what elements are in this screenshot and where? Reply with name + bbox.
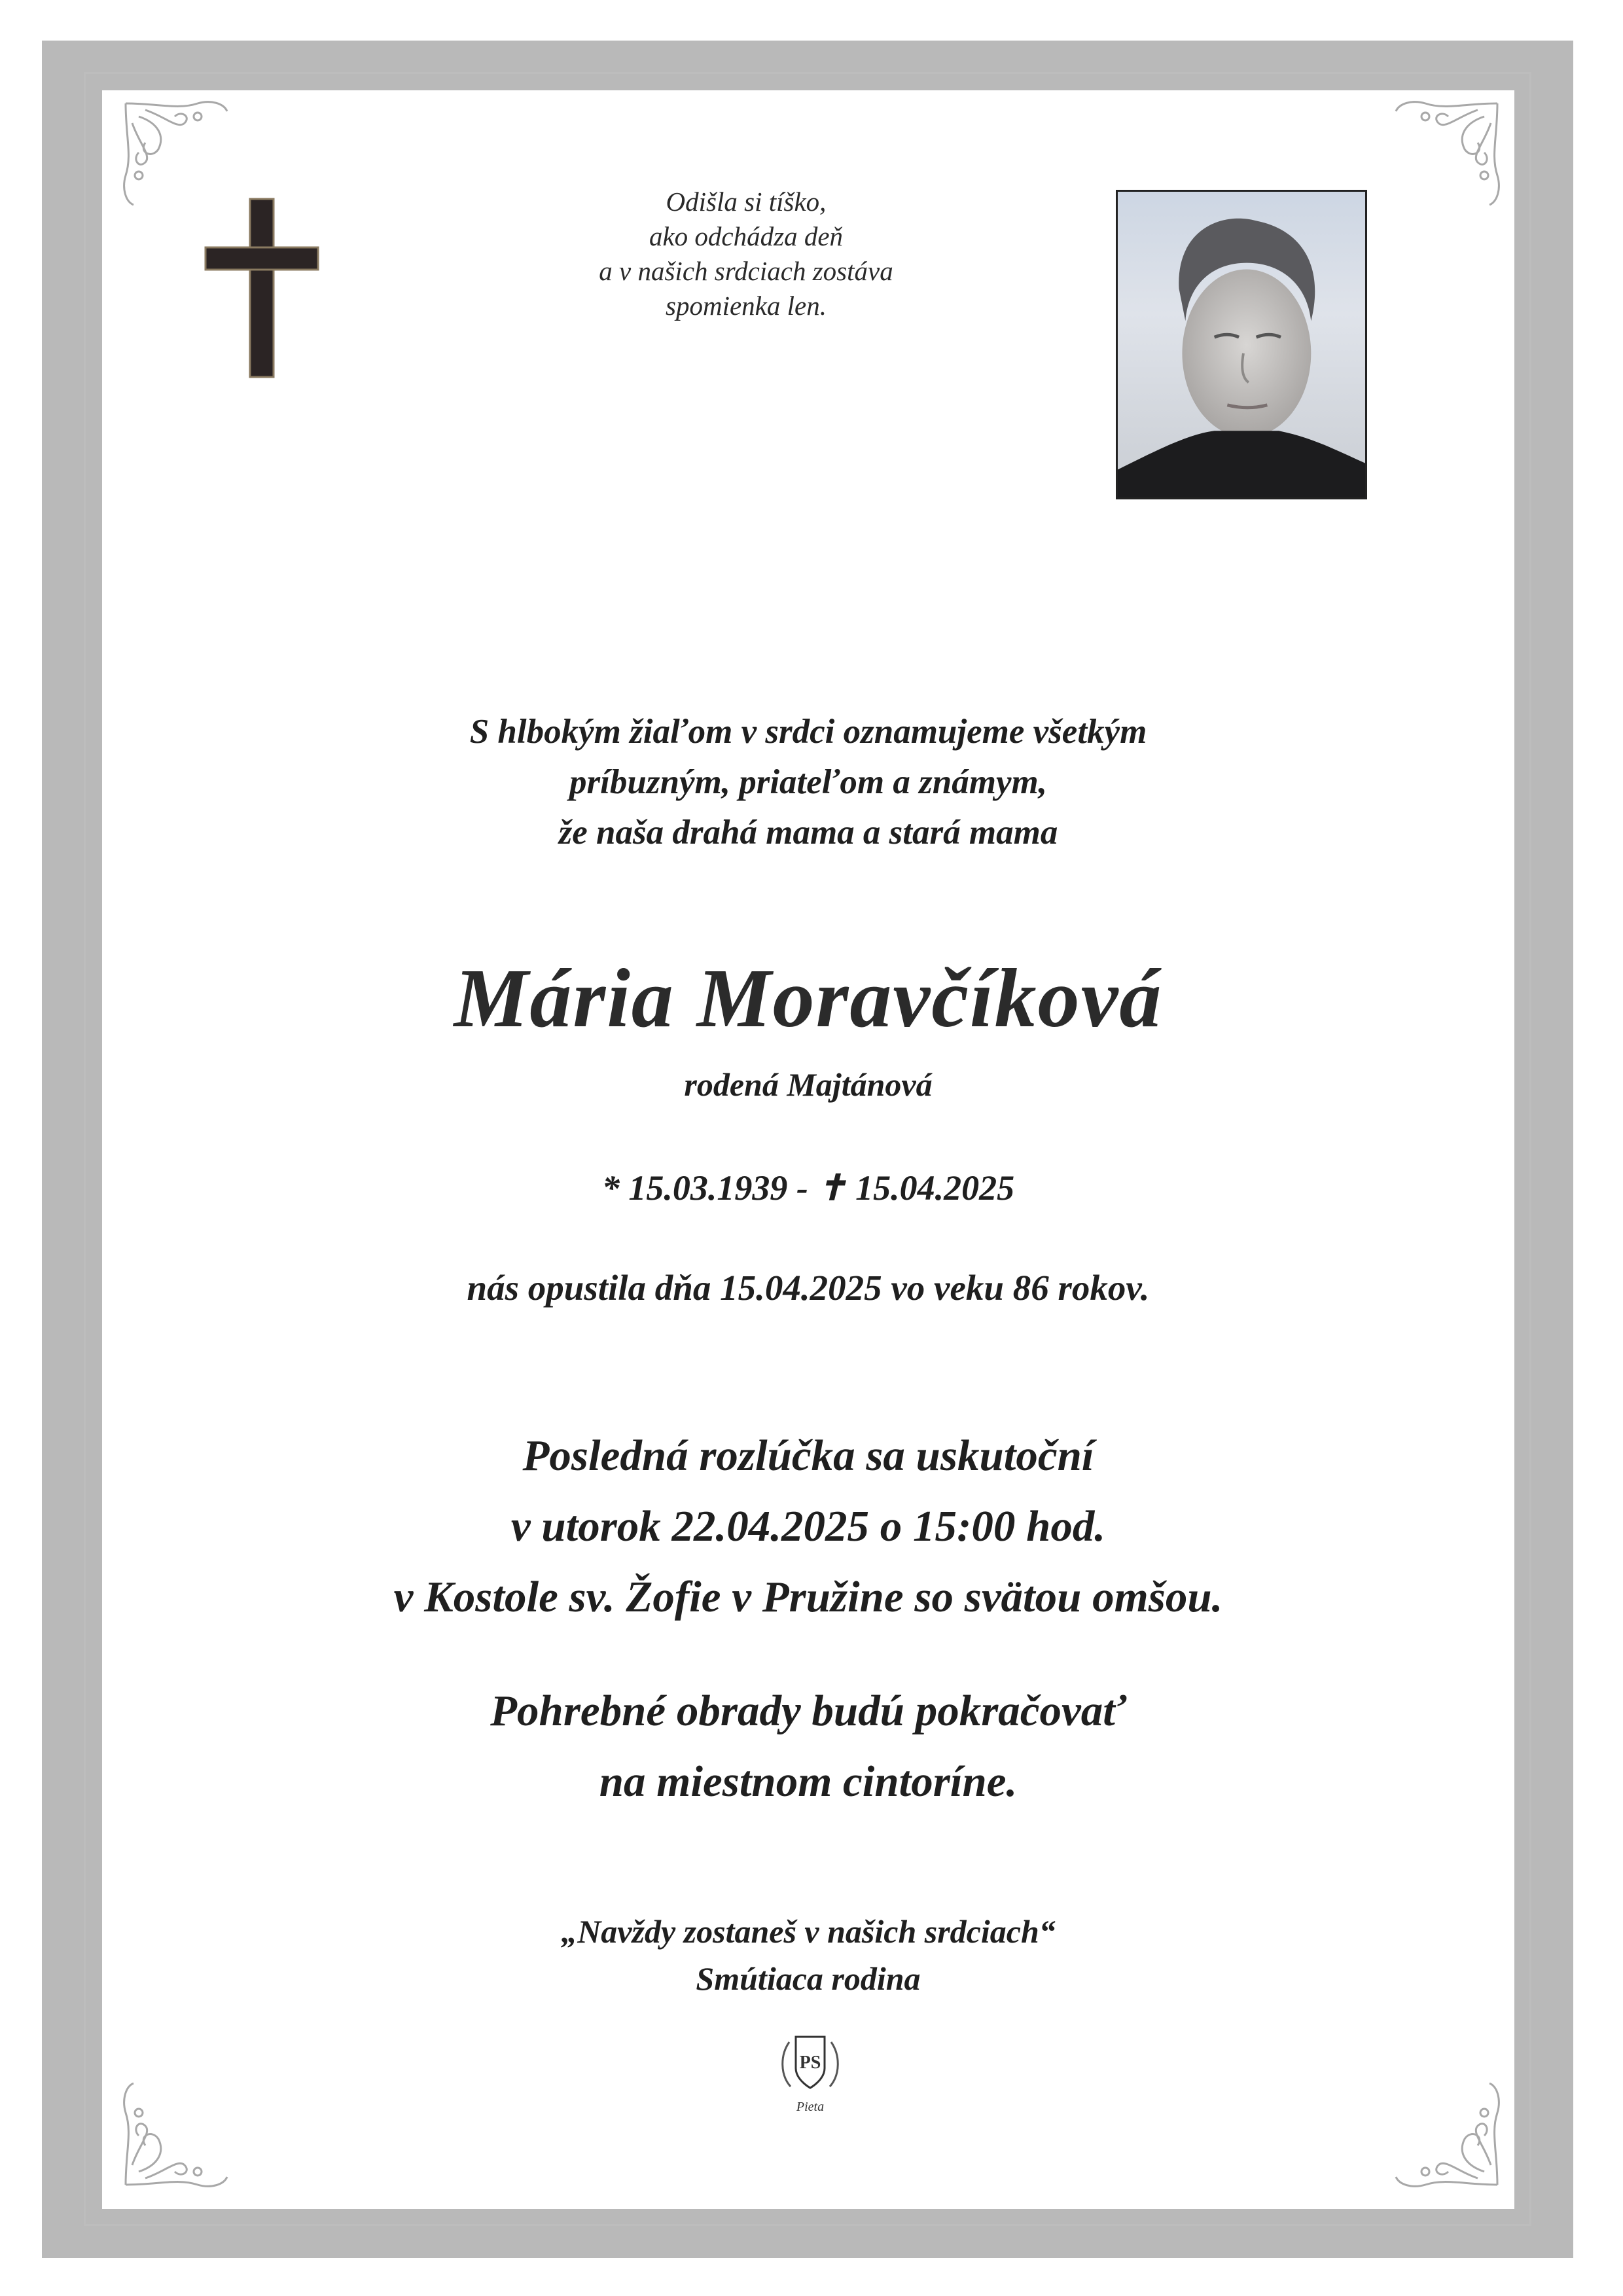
epitaph-line: ako odchádza deň <box>649 221 844 251</box>
announcement-line: že naša drahá mama a stará mama <box>558 814 1058 852</box>
burial-line: na miestnom cintoríne. <box>599 1757 1018 1806</box>
farewell-line: v utorok 22.04.2025 o 15:00 hod. <box>510 1502 1106 1551</box>
announcement-line: príbuzným, priateľom a známym, <box>569 763 1047 801</box>
corner-ornament-icon <box>1386 2073 1504 2191</box>
family-signature: Smútiaca rodina <box>696 1960 921 1997</box>
portrait-photo <box>1116 190 1367 499</box>
deceased-name: Mária Moravčíková <box>454 952 1163 1045</box>
life-dates: * 15.03.1939 - ✝ 15.04.2025 <box>601 1168 1015 1208</box>
farewell-line: v Kostole sv. Žofie v Pružine so svätou omšou. <box>393 1573 1223 1621</box>
cross-icon <box>203 196 321 380</box>
epitaph-line: Odišla si tíško, <box>666 187 827 217</box>
pieta-logo-icon <box>776 2022 844 2121</box>
announcement-text <box>102 707 1514 858</box>
announcement-line: S hlbokým žiaľom v srdci oznamujeme všetkým <box>469 713 1147 751</box>
epitaph-line: a v našich srdciach zostáva <box>599 256 893 286</box>
maiden-name: rodená Majtánová <box>684 1066 933 1103</box>
epitaph-verse <box>510 185 982 323</box>
passed-away-text: nás opustila dňa 15.04.2025 vo veku 86 rokov. <box>467 1268 1150 1308</box>
closing-block <box>102 1908 1514 2002</box>
closing-quote: „Navždy zostaneš v našich srdciach“ <box>561 1913 1056 1950</box>
farewell-line: Posledná rozlúčka sa uskutoční <box>522 1431 1094 1480</box>
corner-ornament-icon <box>119 2073 237 2191</box>
logo-caption: Pieta <box>796 2100 825 2114</box>
logo-monogram: PS <box>799 2053 821 2073</box>
corner-ornament-icon <box>1386 97 1504 215</box>
burial-info <box>102 1676 1514 1817</box>
farewell-info <box>102 1420 1514 1632</box>
epitaph-line: spomienka len. <box>666 291 827 321</box>
burial-line: Pohrebné obrady budú pokračovať <box>490 1687 1126 1735</box>
